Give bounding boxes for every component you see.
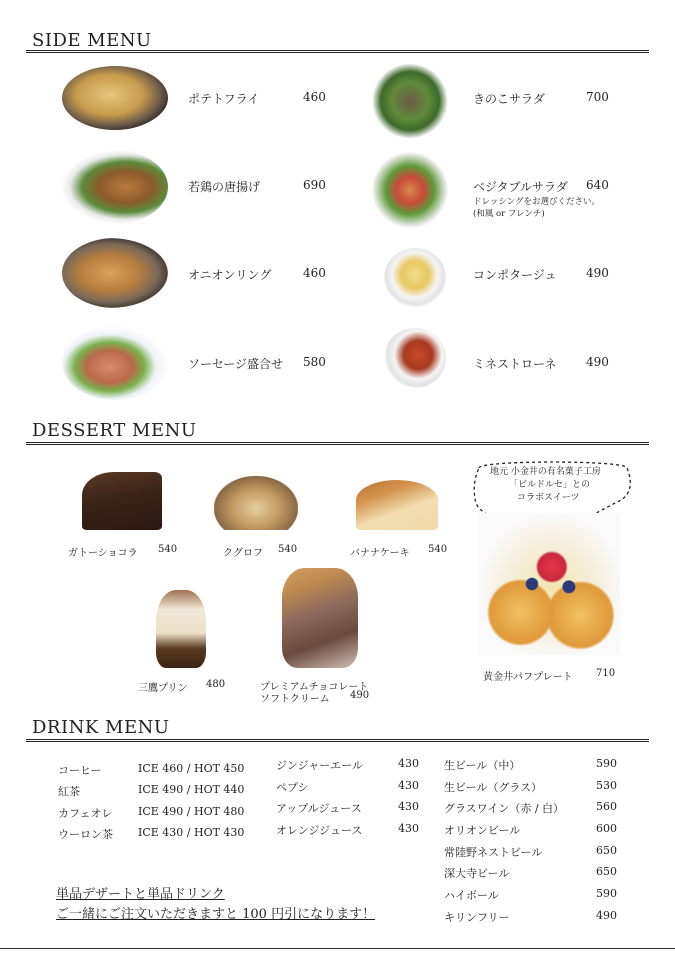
drink-item-name: コーヒー (58, 764, 102, 777)
drink-item-name: 深大寺ビール (444, 867, 510, 880)
dessert-item-price: 710 (596, 668, 616, 679)
drink-item-price: 560 (596, 800, 617, 813)
soft-cream-image (282, 568, 358, 668)
drink-item-name: オリオンビール (444, 824, 521, 837)
drink-item-name: アップルジュース (276, 802, 362, 815)
drink-item-name: 生ビール（グラス） (444, 781, 543, 794)
karaage-image (62, 150, 168, 224)
drink-menu-title: DRINK MENU (32, 717, 170, 738)
gateau-chocolat-image (82, 472, 162, 530)
dessert-item-name: クグロフ (223, 548, 263, 559)
drink-item-price: 590 (596, 757, 617, 770)
onion-ring-image (62, 238, 168, 308)
drink-item-price: ICE 460 / HOT 450 (138, 762, 245, 775)
kouglof-image (214, 476, 298, 530)
drink-item-name: キリンフリー (444, 911, 510, 924)
drink-item-name: 紅茶 (58, 785, 80, 798)
banana-cake-image (356, 480, 438, 530)
drink-item-name: オレンジジュース (276, 824, 363, 837)
dessert-item-price: 490 (350, 690, 370, 701)
side-item-price: 490 (586, 355, 609, 369)
dessert-item-name: ソフトクリーム (260, 694, 330, 705)
fries-image (62, 66, 168, 130)
drink-item-name: カフェオレ (58, 807, 113, 820)
promo-text: 単品デザートと単品ドリンク (56, 887, 225, 902)
dessert-item-price: 480 (206, 679, 226, 690)
side-item-price: 490 (586, 266, 609, 280)
drink-item-price: 650 (596, 844, 617, 857)
drink-item-name: 生ビール（中） (444, 759, 521, 772)
side-item-name: ベジタブルサラダ (473, 180, 568, 194)
vegetable-salad-image (372, 152, 448, 228)
dessert-menu-rule (26, 442, 649, 445)
collab-text: 「ビルドルセ」との (509, 480, 591, 490)
mitaka-pudding-image (156, 590, 206, 668)
mushroom-salad-image (372, 64, 448, 138)
drink-item-price: 430 (398, 757, 419, 770)
side-item-name: ポテトフライ (188, 92, 260, 106)
sausage-image (62, 326, 168, 400)
pancake-plate-image (478, 513, 620, 655)
dessert-item-price: 540 (428, 544, 448, 555)
dessert-menu-title: DESSERT MENU (32, 420, 197, 441)
dressing-note: (和風 or フレンチ) (473, 209, 545, 219)
dressing-note: ドレッシングをお選びください。 (473, 197, 601, 207)
dessert-item-price: 540 (158, 544, 178, 555)
corn-potage-image (384, 248, 446, 308)
side-item-name: ソーセージ盛合せ (188, 357, 284, 371)
dessert-item-name: 黄金井パフプレート (483, 672, 573, 683)
minestrone-image (384, 328, 446, 388)
drink-item-price: 650 (596, 865, 617, 878)
drink-item-price: 430 (398, 822, 419, 835)
drink-menu-rule (26, 739, 649, 742)
side-item-name: ミネストローネ (473, 357, 557, 371)
side-item-price: 690 (303, 178, 326, 192)
drink-item-price: 590 (596, 887, 617, 900)
dessert-item-name: バナナケーキ (350, 548, 410, 559)
drink-item-name: ハイボール (444, 889, 499, 902)
drink-item-price: 430 (398, 800, 419, 813)
promo-text: ご一緒にご注文いただきますと 100 円引になります！ (56, 907, 376, 922)
drink-item-name: 常陸野ネストビール (444, 846, 543, 859)
page-bottom-border (0, 948, 675, 949)
drink-item-price: ICE 490 / HOT 480 (138, 805, 245, 818)
drink-item-price: 490 (596, 909, 617, 922)
side-item-name: きのこサラダ (473, 92, 545, 106)
drink-item-price: 600 (596, 822, 617, 835)
drink-item-price: ICE 430 / HOT 430 (138, 826, 245, 839)
collab-text: コラボスイーツ (517, 493, 580, 503)
drink-item-price: ICE 490 / HOT 440 (138, 783, 245, 796)
side-menu-rule (26, 50, 649, 53)
dessert-item-name: ガトーショコラ (68, 548, 138, 559)
drink-item-name: ペプシ (276, 781, 309, 794)
drink-item-name: グラスワイン（赤 / 白） (444, 802, 565, 815)
drink-item-price: 530 (596, 779, 617, 792)
drink-item-name: ジンジャーエール (276, 759, 364, 772)
drink-item-name: ウーロン茶 (58, 828, 113, 841)
side-item-price: 460 (303, 90, 326, 104)
dessert-item-name: 三鷹プリン (138, 683, 188, 694)
side-item-price: 700 (586, 90, 609, 104)
collab-text: 地元 小金井の有名菓子工房 (490, 467, 601, 477)
side-item-price: 580 (303, 355, 326, 369)
side-item-price: 460 (303, 266, 326, 280)
side-item-price: 640 (586, 178, 609, 192)
side-item-name: コンポタージュ (473, 268, 557, 282)
dessert-item-price: 540 (278, 544, 298, 555)
dessert-item-name: プレミアムチョコレート (260, 682, 369, 693)
drink-item-price: 430 (398, 779, 419, 792)
side-menu-title: SIDE MENU (32, 30, 152, 51)
side-item-name: オニオンリング (188, 268, 272, 282)
side-item-name: 若鶏の唐揚げ (188, 180, 261, 194)
